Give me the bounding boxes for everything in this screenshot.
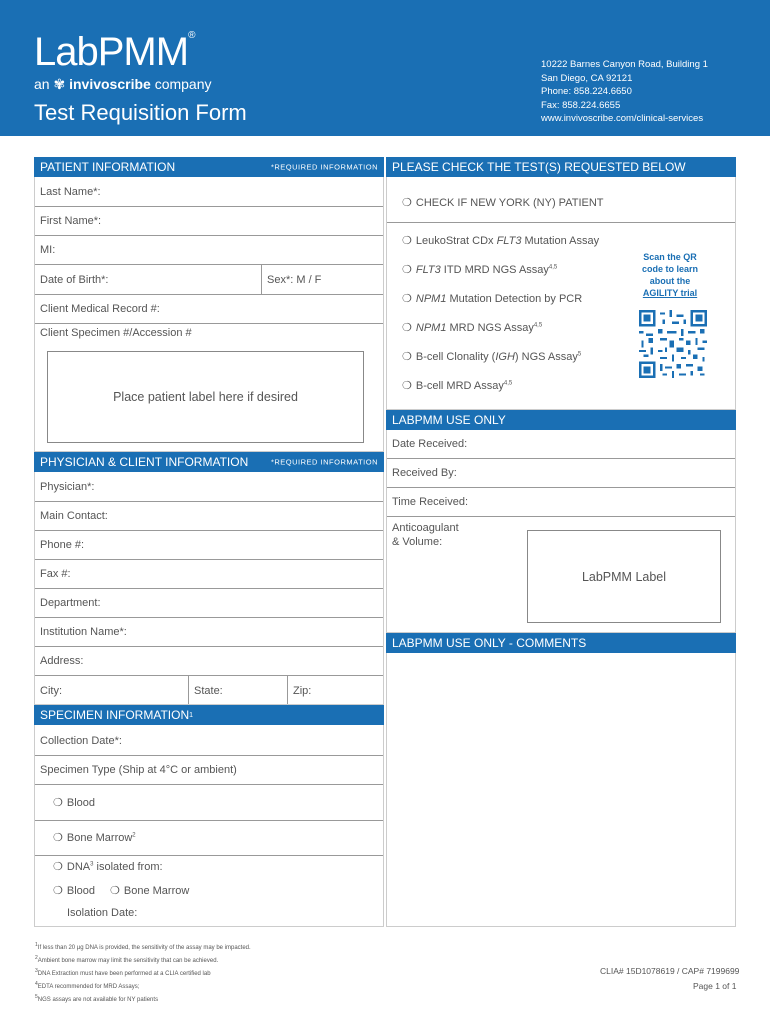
checkbox-circle-icon: ❍ [402, 322, 412, 334]
specimen-info-header: SPECIMEN INFORMATION 1 [34, 705, 384, 725]
test-option-bcell-mrd[interactable]: ❍ B-cell MRD Assay$^{4,5}$ [402, 380, 513, 392]
labpmm-comments-box[interactable] [386, 653, 736, 927]
fax-field[interactable]: Fax #: [40, 568, 71, 580]
footnote: $^1$If less than 20 µg DNA is provided, the sensitivity of the assay may be impacted. [35, 942, 251, 951]
footnotes [35, 940, 251, 1005]
blood-checkbox[interactable]: ❍ Blood [53, 797, 96, 809]
checkbox-circle-icon: ❍ [53, 885, 63, 897]
test-option-bcell-clonality[interactable]: ❍ B-cell Clonality (IGH) NGS Assay$^5$ [402, 351, 582, 363]
specimen-type-label: Specimen Type (Ship at 4°C or ambient) [40, 764, 237, 776]
tests-requested-header: PLEASE CHECK THE TEST(S) REQUESTED BELOW [386, 157, 736, 177]
first-name-field[interactable]: First Name*: [40, 215, 102, 227]
header-banner [0, 0, 770, 136]
checkbox-circle-icon: ❍ [53, 861, 63, 873]
patient-label-text: Place patient label here if desired [113, 390, 298, 404]
clia-cap-numbers: CLIA# 15D1078619 / CAP# 7199699 [600, 966, 740, 976]
bone-marrow-checkbox[interactable]: ❍ Bone Marrow$^2$ [53, 832, 136, 844]
form-title: Test Requisition Form [34, 100, 247, 125]
footnote: $^3$DNA Extraction must have been performed at a CLIA certified lab [35, 968, 211, 977]
state-field[interactable]: State: [194, 685, 223, 697]
checkbox-circle-icon: ❍ [402, 293, 412, 305]
dna-checkbox[interactable]: ❍ DNA$^3$ isolated from: [53, 861, 163, 873]
checkbox-circle-icon: ❍ [402, 351, 412, 363]
main-contact-field[interactable]: Main Contact: [40, 510, 108, 522]
invivoscribe-flower-icon: ✾ [53, 76, 66, 92]
checkbox-circle-icon: ❍ [402, 235, 412, 247]
dna-blood-checkbox[interactable]: ❍ Blood [53, 885, 96, 897]
collection-date-field[interactable]: Collection Date*: [40, 735, 122, 747]
date-received-field[interactable]: Date Received: [392, 438, 468, 450]
test-option-npm1-pcr[interactable]: ❍ NPM1 Mutation Detection by PCR [402, 293, 583, 305]
footnote: $^4$EDTA recommended for MRD Assays; [35, 981, 140, 990]
patient-info-frame [34, 177, 384, 452]
city-field[interactable]: City: [40, 685, 62, 697]
phone-field[interactable]: Phone #: [40, 539, 85, 551]
checkbox-circle-icon: ❍ [53, 797, 63, 809]
invivoscribe-sublogo: an ✾ invivoscribe company [34, 76, 212, 92]
anticoagulant-field[interactable]: Anticoagulant & Volume: [392, 522, 459, 548]
labpmm-label-text: LabPMM Label [581, 570, 667, 584]
dna-bone-marrow-checkbox[interactable]: ❍ Bone Marrow [110, 885, 190, 897]
test-option-leukostrat-flt3[interactable]: ❍ LeukoStrat CDx FLT3 Mutation Assay [402, 235, 600, 247]
patient-info-header: PATIENT INFORMATION *REQUIRED INFORMATION [34, 157, 384, 177]
address-field[interactable]: Address: [40, 655, 84, 667]
institution-field[interactable]: Institution Name*: [40, 626, 127, 638]
received-by-field[interactable]: Received By: [392, 467, 457, 479]
address-block: 10222 Barnes Canyon Road, Building 1 San Diego, CA 92121 Phone: 858.224.6650 Fax: 858.224.6655 www.invivoscribe.com/clinical-services [541, 59, 708, 124]
labpmm-logo: LabPMM® [34, 30, 195, 74]
medical-record-field[interactable]: Client Medical Record #: [40, 303, 160, 315]
tests-frame [386, 177, 736, 410]
checkbox-circle-icon: ❍ [53, 832, 63, 844]
agility-trial-link[interactable]: AGILITY trial [642, 288, 698, 298]
page-number: Page 1 of 1 [693, 981, 737, 991]
labpmm-comments-header: LABPMM USE ONLY - COMMENTS [386, 633, 736, 653]
test-option-flt3-itd-mrd[interactable]: ❍ FLT3 ITD MRD NGS Assay$^{4,5}$ [402, 264, 558, 276]
zip-field[interactable]: Zip: [293, 685, 312, 697]
labpmm-use-only-frame [386, 430, 736, 633]
physician-info-frame [34, 472, 384, 705]
footnote: $^5$NGS assays are not available for NY patients [35, 994, 159, 1003]
department-field[interactable]: Department: [40, 597, 101, 609]
checkbox-circle-icon: ❍ [402, 264, 412, 276]
physician-field[interactable]: Physician*: [40, 481, 95, 493]
time-received-field[interactable]: Time Received: [392, 496, 469, 508]
isolation-date-field[interactable]: Isolation Date: [67, 907, 138, 919]
checkbox-circle-icon: ❍ [110, 885, 120, 897]
labpmm-use-only-header: LABPMM USE ONLY [386, 410, 736, 430]
physician-info-header: PHYSICIAN & CLIENT INFORMATION *REQUIRED INFORMATION [34, 452, 384, 472]
footnote: $^2$Ambient bone marrow may limit the sensitivity that can be achieved. [35, 955, 219, 964]
dob-field[interactable]: Date of Birth*: [40, 274, 109, 286]
qr-caption: Scan the QR code to learn about the AGILITY trial [641, 252, 698, 298]
ny-patient-checkbox[interactable]: ❍ CHECK IF NEW YORK (NY) PATIENT [402, 197, 604, 209]
checkbox-circle-icon: ❍ [402, 197, 412, 209]
specimen-info-frame [34, 725, 384, 927]
last-name-field[interactable]: Last Name*: [40, 186, 101, 198]
test-option-npm1-mrd[interactable]: ❍ NPM1 MRD NGS Assay$^{4,5}$ [402, 322, 543, 334]
sex-field[interactable]: Sex*: M / F [267, 274, 322, 286]
mi-field[interactable]: MI: [40, 244, 56, 256]
specimen-accession-field[interactable]: Client Specimen #/Accession # [40, 327, 192, 339]
checkbox-circle-icon: ❍ [402, 380, 412, 392]
